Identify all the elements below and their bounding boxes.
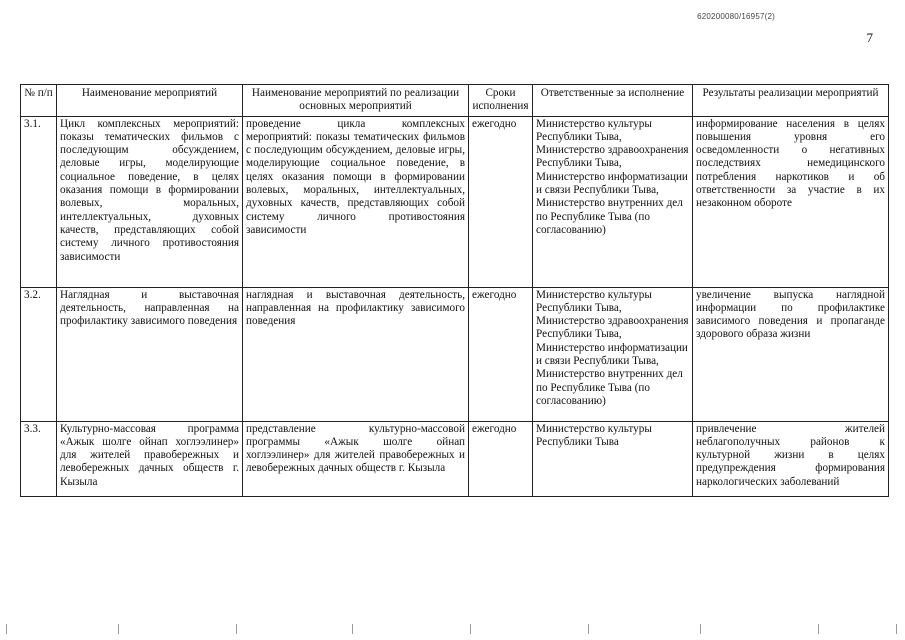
measure-term: ежегодно bbox=[469, 421, 533, 496]
measure-result: информирование населения в целях повышения уровня его осведомленности о негативных последствиях немедицинского потребления наркотиков и об ответственности за участие в их незаконном обороте bbox=[693, 116, 889, 287]
table-body bbox=[21, 116, 889, 496]
table-row bbox=[21, 287, 889, 421]
column-header-number: № п/п bbox=[21, 85, 57, 117]
table-header bbox=[21, 85, 889, 117]
measure-term: ежегодно bbox=[469, 116, 533, 287]
measure-result: привлечение жителей неблагополучных районов к культурной жизни в целях предупреждения формирования наркологических заболеваний bbox=[693, 421, 889, 496]
measure-term: ежегодно bbox=[469, 287, 533, 421]
table-row bbox=[21, 116, 889, 287]
measure-realization: проведение цикла комплексных мероприятий: показы тематических фильмов с последующим обсуждением, деловые игры, моделирующие социальное поведение, в целях оказания помощи в формировании волевых, моральных, интеллектуальных, духовных качеств, представляющих собой систему личного противостояния зависимости bbox=[243, 116, 469, 287]
document-id: 620200080/16957(2) bbox=[697, 12, 775, 21]
measure-realization: представление культурно-массовой программы «Ажык шолге ойнап хоглээлинер» для жителей правобережных и левобережных дачных обществ г. Кызыла bbox=[243, 421, 469, 496]
measure-result: увеличение выпуска наглядной информации по профилактике зависимого поведения и пропаганде здорового образа жизни bbox=[693, 287, 889, 421]
measure-name: Наглядная и выставочная деятельность, направленная на профилактику зависимого поведения bbox=[57, 287, 243, 421]
measure-name: Цикл комплексных мероприятий: показы тематических фильмов с последующим обсуждением, деловые игры, моделирующие социальное поведение, в целях оказания помощи в формировании волевых, моральных, интеллектуальных, духовных качеств, представляющих собой систему личного противостояния зависимости bbox=[57, 116, 243, 287]
measure-responsible: Министерство культуры Республики Тыва, Министерство здравоохранения Республики Тыва, Министерство информатизации и связи Республики Тыва, Министерство внутренних дел по Республике Тыва (по согласованию) bbox=[533, 287, 693, 421]
column-header-realization: Наименование мероприятий по реализации основных мероприятий bbox=[243, 85, 469, 117]
column-header-term: Сроки исполнения bbox=[469, 85, 533, 117]
column-header-result: Результаты реализации мероприятий bbox=[693, 85, 889, 117]
row-number: 3.1. bbox=[21, 116, 57, 287]
measure-responsible: Министерство культуры Республики Тыва bbox=[533, 421, 693, 496]
column-header-name: Наименование мероприятий bbox=[57, 85, 243, 117]
header-row bbox=[21, 85, 889, 117]
scan-artifacts bbox=[0, 620, 905, 634]
table-row bbox=[21, 421, 889, 496]
measures-table bbox=[20, 84, 889, 497]
measure-name: Культурно-массовая программа «Ажык шолге ойнап хоглээлинер» для жителей правобережных и левобережных дачных обществ г. Кызыла bbox=[57, 421, 243, 496]
column-header-responsible: Ответственные за исполнение bbox=[533, 85, 693, 117]
measure-responsible: Министерство культуры Республики Тыва, Министерство здравоохранения Республики Тыва, Министерство информатизации и связи Республики Тыва, Министерство внутренних дел по Республике Тыва (по согласованию) bbox=[533, 116, 693, 287]
measure-realization: наглядная и выставочная деятельность, направленная на профилактику зависимого поведения bbox=[243, 287, 469, 421]
row-number: 3.2. bbox=[21, 287, 57, 421]
row-number: 3.3. bbox=[21, 421, 57, 496]
page-number: 7 bbox=[866, 30, 873, 45]
